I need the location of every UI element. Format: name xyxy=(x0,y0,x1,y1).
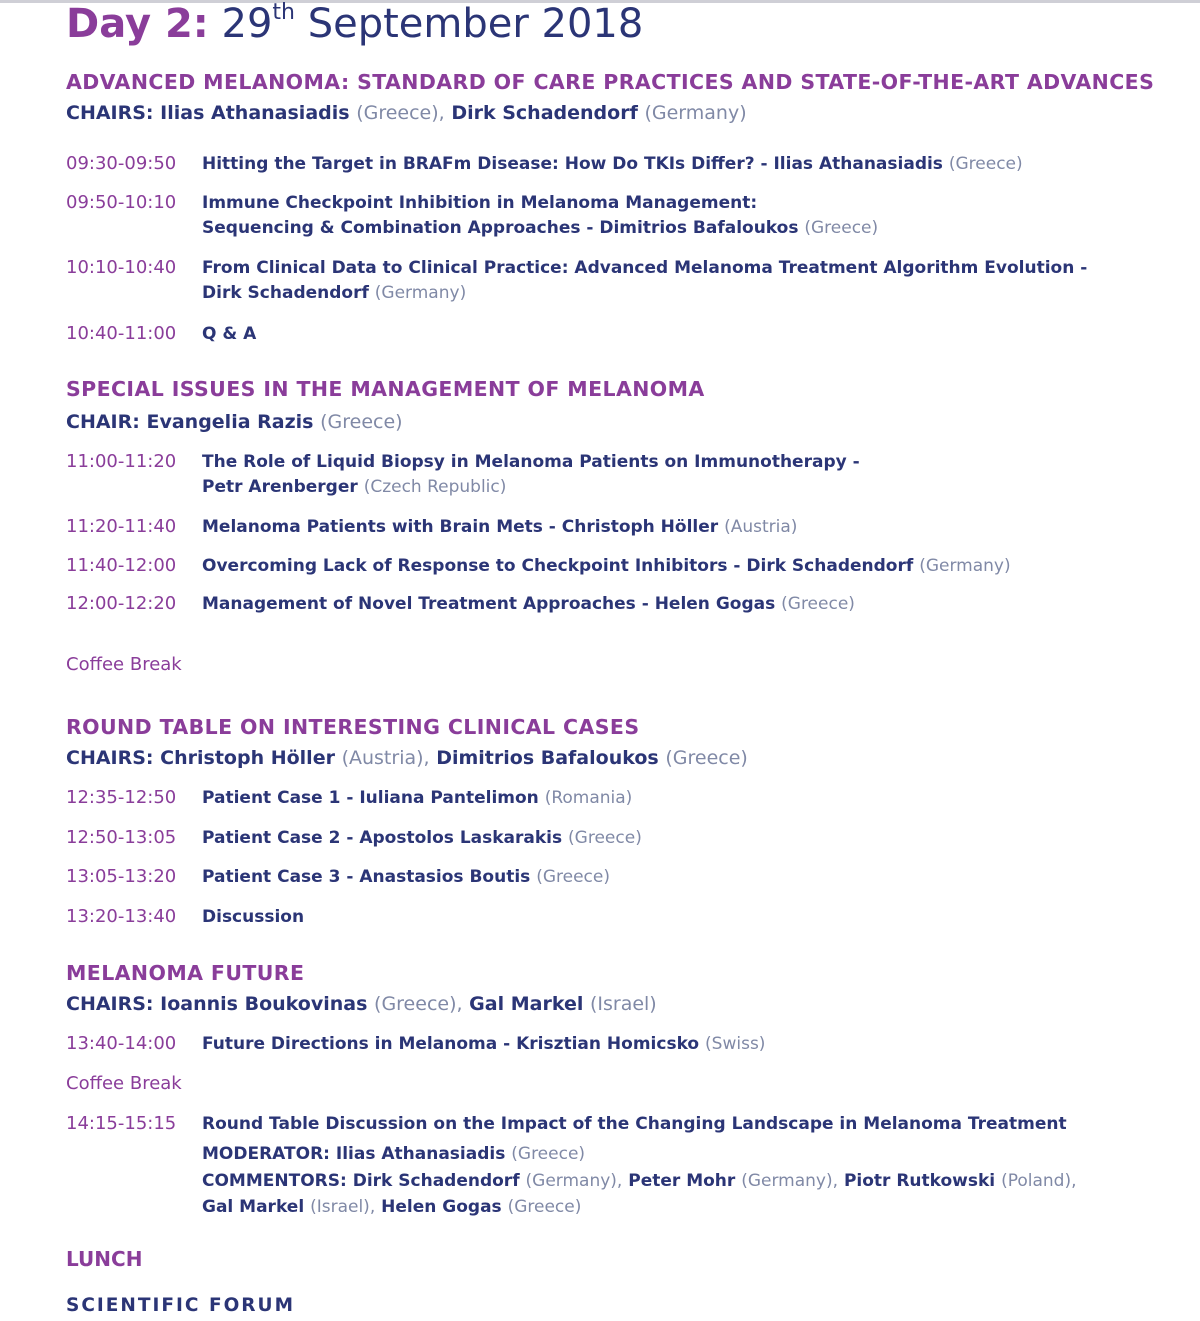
moderator-line xyxy=(202,1142,585,1167)
separator: , xyxy=(832,1171,839,1191)
chairs-label: CHAIRS: xyxy=(66,993,154,1015)
talk-text: Petr Arenberger xyxy=(202,477,358,497)
separator: , xyxy=(456,993,463,1015)
speaker-country: (Romania) xyxy=(544,788,633,808)
speaker-country: (Czech Republic) xyxy=(363,477,507,497)
chair-country: (Greece) xyxy=(374,993,457,1015)
commentators-line xyxy=(202,1195,581,1220)
talk-line xyxy=(202,515,797,540)
separator: , xyxy=(423,747,430,769)
session-time: 12:35-12:50 xyxy=(66,787,177,808)
talk-line: Discussion xyxy=(202,907,305,927)
talk-line xyxy=(202,1032,765,1057)
talk-line xyxy=(202,152,1023,177)
chairs-line xyxy=(66,991,657,1017)
talk-line xyxy=(202,786,632,811)
chair-name: Ioannis Boukovinas xyxy=(160,993,368,1015)
speaker-country: (Germany) xyxy=(374,283,467,303)
talk-text: Sequencing & Combination Approaches - Dimitrios Bafaloukos xyxy=(202,218,799,238)
commentator-name: Dirk Schadendorf xyxy=(352,1171,520,1191)
chairs-label: CHAIRS: xyxy=(66,747,154,769)
chairs-label: CHAIR: xyxy=(66,411,140,433)
coffee-break: Coffee Break xyxy=(66,1073,182,1094)
round-table-title: Round Table Discussion on the Impact of the Changing Landscape in Melanoma Treatment xyxy=(202,1114,1067,1134)
speaker-country: (Germany) xyxy=(919,556,1011,576)
talk-line xyxy=(202,450,860,475)
talk-text: The Role of Liquid Biopsy in Melanoma Patients on Immunotherapy - xyxy=(202,452,860,472)
talk-text: Overcoming Lack of Response to Checkpoint Inhibitors - Dirk Schadendorf xyxy=(202,556,914,576)
speaker-country: (Greece) xyxy=(568,828,642,848)
commentator-country: (Poland) xyxy=(1001,1171,1072,1191)
session-time: 11:20-11:40 xyxy=(66,516,177,537)
chairs-label: CHAIRS: xyxy=(66,102,154,124)
session-time: 10:10-10:40 xyxy=(66,257,177,278)
chair-name: Ilias Athanasiadis xyxy=(160,102,350,124)
talk-line xyxy=(202,554,1011,579)
day-label: Day 2: xyxy=(66,1,209,47)
session-time: 13:20-13:40 xyxy=(66,906,177,927)
chair-name: Christoph Höller xyxy=(160,747,335,769)
talk-line xyxy=(202,865,610,890)
session-time: 10:40-11:00 xyxy=(66,323,177,344)
chairs-line xyxy=(66,100,747,126)
commentator-country: (Israel) xyxy=(310,1197,370,1217)
talk-line xyxy=(202,256,1087,281)
commentator-name: Peter Mohr xyxy=(628,1171,736,1191)
chair-country: (Greece) xyxy=(665,747,748,769)
chair-country: (Austria) xyxy=(341,747,424,769)
session-time: 09:50-10:10 xyxy=(66,192,177,213)
separator: , xyxy=(369,1197,376,1217)
session-time: 12:00-12:20 xyxy=(66,593,177,614)
coffee-break: Coffee Break xyxy=(66,654,182,675)
commentators-label: COMMENTORS: xyxy=(202,1171,347,1191)
commentator-name: Piotr Rutkowski xyxy=(843,1171,996,1191)
chair-name: Gal Markel xyxy=(469,993,584,1015)
talk-text: Melanoma Patients with Brain Mets - Christoph Höller xyxy=(202,517,719,537)
speaker-country: (Greece) xyxy=(948,154,1023,174)
session-time: 13:40-14:00 xyxy=(66,1033,177,1054)
talk-text: Immune Checkpoint Inhibition in Melanoma Management: xyxy=(202,193,758,213)
moderator-label: MODERATOR: xyxy=(202,1144,330,1164)
chairs-line xyxy=(66,409,403,435)
talk-text: From Clinical Data to Clinical Practice: Advanced Melanoma Treatment Algorithm Evolution - xyxy=(202,258,1088,278)
speaker-country: (Greece) xyxy=(781,594,855,614)
moderator-name: Ilias Athanasiadis xyxy=(335,1144,506,1164)
talk-line xyxy=(202,475,506,500)
session-time: 11:00-11:20 xyxy=(66,451,177,472)
section-title: SPECIAL ISSUES IN THE MANAGEMENT OF MELANOMA xyxy=(66,377,705,401)
chair-name: Dirk Schadendorf xyxy=(451,102,638,124)
chair-country: (Israel) xyxy=(589,993,657,1015)
talk-line xyxy=(202,216,878,241)
session-time: 11:40-12:00 xyxy=(66,555,177,576)
scientific-forum-label: SCIENTIFIC FORUM xyxy=(66,1295,295,1316)
chair-country: (Greece) xyxy=(320,411,403,433)
session-time: 13:05-13:20 xyxy=(66,866,177,887)
date-suffix: th xyxy=(272,0,295,25)
chair-name: Evangelia Razis xyxy=(146,411,314,433)
separator: , xyxy=(1071,1171,1077,1191)
separator: , xyxy=(616,1171,623,1191)
chairs-line xyxy=(66,745,748,771)
chair-name: Dimitrios Bafaloukos xyxy=(436,747,659,769)
commentator-name: Helen Gogas xyxy=(381,1197,502,1217)
talk-text: Future Directions in Melanoma - Krisztian Homicsko xyxy=(202,1034,700,1054)
talk-line xyxy=(202,826,642,851)
session-time: 12:50-13:05 xyxy=(66,827,177,848)
section-title: ROUND TABLE ON INTERESTING CLINICAL CASES xyxy=(66,715,640,739)
session-time: 09:30-09:50 xyxy=(66,153,177,174)
chair-country: (Germany) xyxy=(644,102,747,124)
commentator-country: (Germany) xyxy=(741,1171,833,1191)
chair-country: (Greece) xyxy=(356,102,439,124)
section-title: MELANOMA FUTURE xyxy=(66,961,305,985)
talk-line xyxy=(202,191,757,216)
section-title: ADVANCED MELANOMA: STANDARD OF CARE PRACTICES AND STATE-OF-THE-ART ADVANCES xyxy=(66,70,1155,94)
talk-text: Patient Case 1 - Iuliana Pantelimon xyxy=(202,788,539,808)
speaker-country: (Swiss) xyxy=(705,1034,766,1054)
talk-line: Q & A xyxy=(202,324,257,344)
speaker-country: (Greece) xyxy=(804,218,879,238)
talk-text: Management of Novel Treatment Approaches - Helen Gogas xyxy=(202,594,776,614)
speaker-country: (Greece) xyxy=(536,867,610,887)
talk-line xyxy=(202,592,855,617)
date-number: 29 xyxy=(221,1,273,47)
commentators-line xyxy=(202,1169,1077,1194)
separator: , xyxy=(438,102,445,124)
page-title xyxy=(66,0,643,48)
commentator-country: (Greece) xyxy=(507,1197,582,1217)
session-time: 14:15-15:15 xyxy=(66,1113,177,1134)
talk-text: Dirk Schadendorf xyxy=(202,283,369,303)
talk-text: Hitting the Target in BRAFm Disease: How Do TKIs Differ? - Ilias Athanasiadis xyxy=(202,154,943,174)
talk-text: Patient Case 3 - Anastasios Boutis xyxy=(202,867,531,887)
speaker-country: (Austria) xyxy=(724,517,798,537)
commentator-country: (Germany) xyxy=(525,1171,617,1191)
date-month-year: September 2018 xyxy=(307,1,644,47)
lunch-label: LUNCH xyxy=(66,1247,143,1271)
talk-text: Patient Case 2 - Apostolos Laskarakis xyxy=(202,828,563,848)
commentator-name: Gal Markel xyxy=(202,1197,305,1217)
moderator-country: (Greece) xyxy=(511,1144,586,1164)
talk-line xyxy=(202,281,466,306)
